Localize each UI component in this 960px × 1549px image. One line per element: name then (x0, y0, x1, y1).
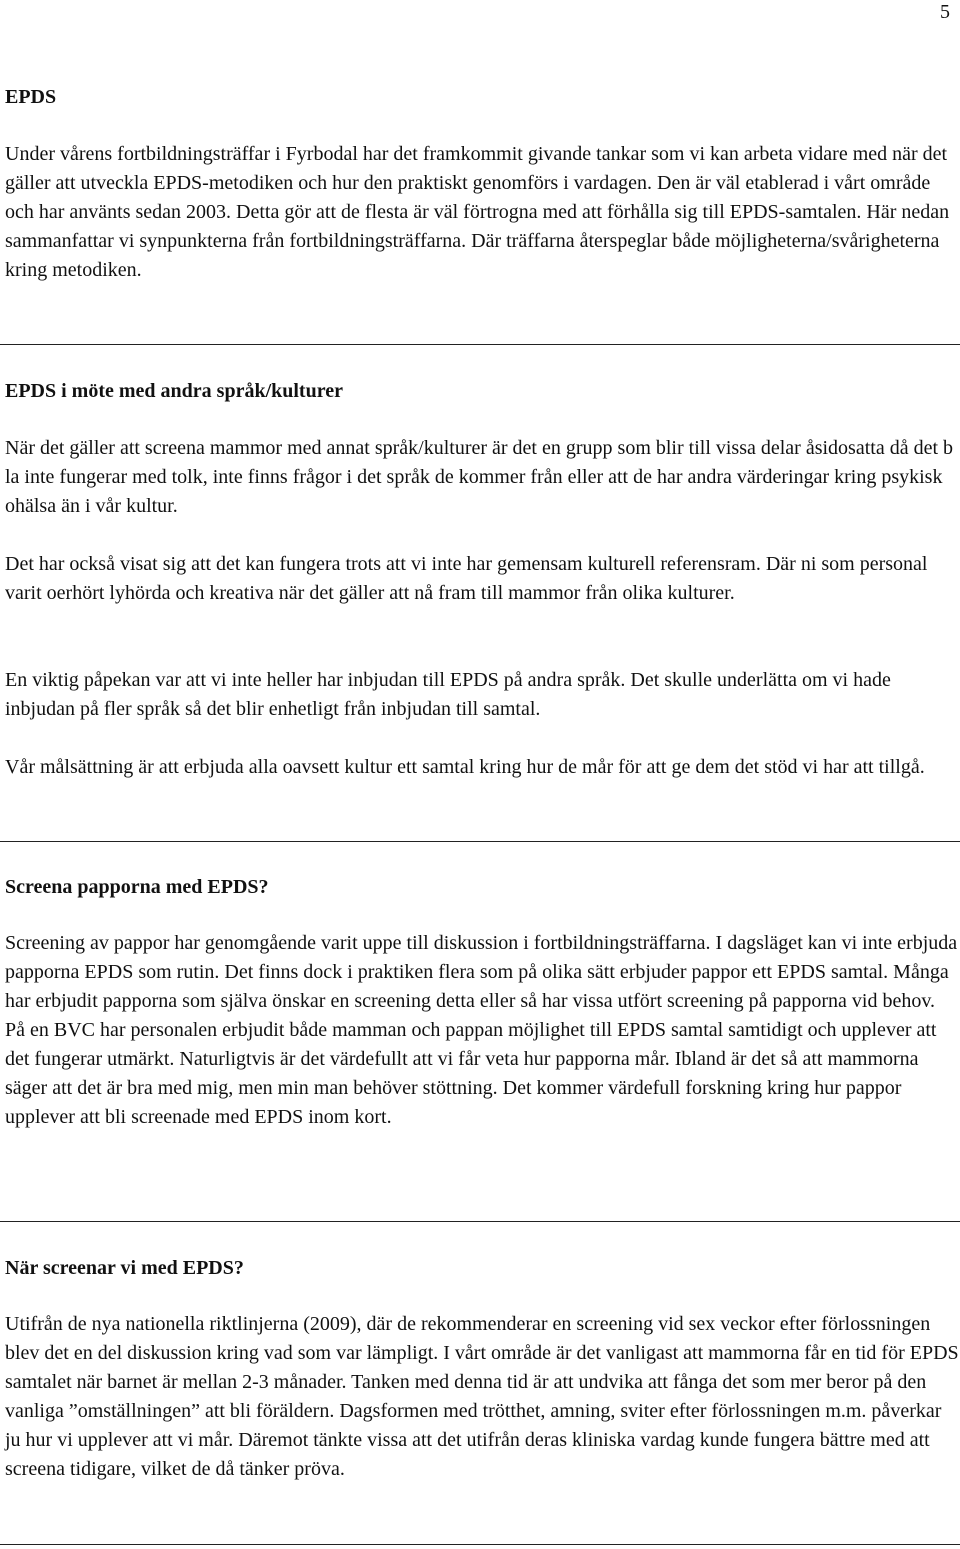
heading-fathers: Screena papporna med EPDS? (5, 876, 269, 898)
section-divider (0, 1544, 960, 1545)
paragraph-culture-1: När det gäller att screena mammor med annat språk/kulturer är det en grupp som blir till vissa delar åsidosatta då det b la inte fungerar med tolk, inte finns frågor i det språk de kommer från eller att de har andra värderingar kring psykisk ohälsa än i vår kultur. (5, 437, 954, 517)
paragraph-when: Utifrån de nya nationella riktlinjerna (2009), där de rekommenderar en screening vid sex veckor efter förlossningen blev det en del diskussion kring vad som var lämpligt. I vårt område är det vanligast att mammorna får en tid för EPDS samtalet när barnet är mellan 2-3 månader. Tanken med denna tid är att undvika att fånga det som mer beror på den vanliga ”omställningen” att bli föräldern. Dagsformen med trötthet, amning, sviter efter förlossningen m.m. påverkar ju hur vi upplever att vi mår. Däremot tänkte vissa att det utifrån deras kliniska vardag kunde fungera bättre med att screena tidigare, vilket de då tänker pröva. (5, 1313, 959, 1480)
section-divider (0, 344, 960, 345)
paragraph-culture-2: Det har också visat sig att det kan fungera trots att vi inte har gemensam kulturell referensram. Där ni som personal varit oerhört lyhörda och kreativa när det gäller att nå fram till mammor från olika kulturer. (5, 553, 928, 604)
paragraph-epds-intro: Under vårens fortbildningsträffar i Fyrbodal har det framkommit givande tankar som vi kan arbeta vidare med när det gäller att utveckla EPDS-metodiken och hur den praktiskt genomförs i vardagen. Den är väl etablerad i vårt område och har använts sedan 2003. Detta gör att de flesta är väl förtrogna med att förhålla sig till EPDS-samtalen. Här nedan sammanfattar vi synpunkterna från fortbildningsträffarna. Där träffarna återspeglar både möjligheterna/svårigheterna kring metodiken. (5, 143, 950, 281)
section-divider (0, 1221, 960, 1222)
paragraph-fathers: Screening av pappor har genomgående varit uppe till diskussion i fortbildningsträffarna. I dagsläget kan vi inte erbjuda papporna EPDS som rutin. Det finns dock i praktiken flera som på olika sätt erbjuder pappor ett EPDS samtal. Många har erbjudit papporna som själva önskar en screening detta eller så har vissa utfört screening på papporna vid behov. På en BVC har personalen erbjudit både mamman och pappan möjlighet till EPDS samtal samtidigt och upplever att det fungerar utmärkt. Naturligtvis är det värdefullt att vi får veta hur papporna mår. Ibland är det så att mammorna säger att det är bra med mig, men min man behöver stöttning. Det kommer värdefull forskning kring hur pappor upplever att bli screenade med EPDS inom kort. (5, 932, 958, 1128)
heading-when: När screenar vi med EPDS? (5, 1257, 244, 1279)
heading-epds: EPDS (5, 86, 57, 108)
paragraph-culture-3: En viktig påpekan var att vi inte heller har inbjudan till EPDS på andra språk. Det skulle underlätta om vi hade inbjudan på fler språk så det blir enhetligt från inbjudan till samtal. (5, 669, 891, 720)
section-divider (0, 841, 960, 842)
heading-culture: EPDS i möte med andra språk/kulturer (5, 380, 343, 402)
paragraph-culture-4: Vår målsättning är att erbjuda alla oavsett kultur ett samtal kring hur de mår för att ge dem det stöd vi har att tillgå. (5, 756, 925, 778)
page-number: 5 (940, 1, 950, 23)
